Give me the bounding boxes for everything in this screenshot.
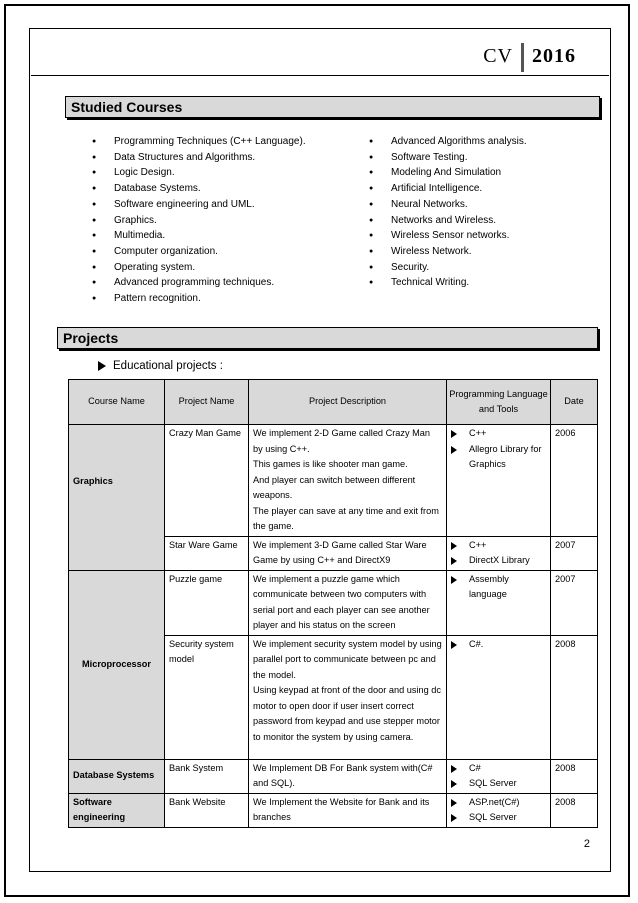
course-item: ● Artificial Intelligence. xyxy=(369,181,527,197)
course-item: ● Neural Networks. xyxy=(369,197,527,213)
header-project-name: Project Name xyxy=(165,380,249,425)
tool-label: C++ xyxy=(469,428,487,438)
course-item: ● Programming Techniques (C++ Language). xyxy=(92,134,306,150)
cell-date: 2006 xyxy=(551,425,598,537)
course-item: ● Wireless Network. xyxy=(369,244,527,260)
header-language-tools: Programming Language and Tools xyxy=(447,380,551,425)
tool-item xyxy=(451,776,546,792)
arrow-bullet-icon xyxy=(98,361,106,371)
tool-item xyxy=(451,761,546,777)
arrow-bullet-icon xyxy=(451,542,457,550)
cell-project-name: Bank Website xyxy=(165,793,249,827)
tool-label: Allegro Library for Graphics xyxy=(469,443,542,469)
educational-projects-label xyxy=(98,360,223,372)
header-course-name: Course Name xyxy=(69,380,165,425)
arrow-bullet-icon xyxy=(451,814,457,822)
tool-item xyxy=(451,572,546,603)
arrow-bullet-icon xyxy=(451,641,457,649)
tool-label: SQL Server xyxy=(469,778,517,788)
cell-date: 2008 xyxy=(551,793,598,827)
cell-course-name: Software engineering xyxy=(69,793,165,827)
cell-language-tools xyxy=(447,793,551,827)
table-row xyxy=(69,793,598,827)
cell-project-description: We Implement the Website for Bank and its branches xyxy=(249,793,447,827)
tool-label: C++ xyxy=(469,539,487,550)
tool-label: C# xyxy=(469,762,481,773)
studied-courses-heading: Studied Courses xyxy=(65,96,600,118)
tool-label: DirectX Library xyxy=(469,555,530,565)
table-row xyxy=(69,759,598,793)
course-item: ● Software Testing. xyxy=(369,150,527,166)
tool-item xyxy=(451,553,546,569)
tool-item xyxy=(451,795,546,811)
cell-language-tools xyxy=(447,635,551,759)
course-item: ● Database Systems. xyxy=(92,181,306,197)
course-item: ● Advanced Algorithms analysis. xyxy=(369,134,527,150)
tool-label: Assembly language xyxy=(469,573,509,599)
tool-item xyxy=(451,810,546,826)
arrow-bullet-icon xyxy=(451,430,457,438)
cell-project-description: We implement security system model by using parallel port to communicate between pc and the model. Using keypad at front of the door and using dc motor to open door if user insert correct password from keypad and use stepper motor to monitor the system by using camera. xyxy=(249,635,447,759)
tool-label: C#. xyxy=(469,638,484,649)
tool-item xyxy=(451,442,546,473)
course-item: ● Operating system. xyxy=(92,260,306,276)
course-item: ● Multimedia. xyxy=(92,228,306,244)
arrow-bullet-icon xyxy=(451,765,457,773)
course-item: ● Networks and Wireless. xyxy=(369,213,527,229)
cell-language-tools xyxy=(447,425,551,537)
cell-project-name: Star Ware Game xyxy=(165,536,249,570)
course-item: ● Wireless Sensor networks. xyxy=(369,228,527,244)
projects-heading: Projects xyxy=(57,327,598,349)
cell-course-name: Graphics xyxy=(69,425,165,571)
cell-course-name: Database Systems xyxy=(69,759,165,793)
cell-date: 2007 xyxy=(551,570,598,635)
tool-item xyxy=(451,426,546,442)
course-item: ● Logic Design. xyxy=(92,165,306,181)
header-divider xyxy=(31,75,609,76)
course-item: ● Advanced programming techniques. xyxy=(92,275,306,291)
courses-list-left xyxy=(92,134,306,307)
course-item: ● Computer organization. xyxy=(92,244,306,260)
course-item: ● Software engineering and UML. xyxy=(92,197,306,213)
tool-label: SQL Server xyxy=(469,812,517,822)
arrow-bullet-icon xyxy=(451,780,457,788)
cell-date: 2008 xyxy=(551,759,598,793)
course-item: ● Modeling And Simulation xyxy=(369,165,527,181)
table-row xyxy=(69,425,598,537)
tool-item xyxy=(451,538,546,554)
course-item: ● Data Structures and Algorithms. xyxy=(92,150,306,166)
educational-projects-text: Educational projects : xyxy=(113,360,223,372)
course-item: ● Pattern recognition. xyxy=(92,291,306,307)
cell-project-description: We implement a puzzle game which communicate between two computers with serial port and each player can see another player and his status on the screen xyxy=(249,570,447,635)
cell-project-name: Security system model xyxy=(165,635,249,759)
course-item: ● Graphics. xyxy=(92,213,306,229)
header-date: Date xyxy=(551,380,598,425)
table-header-row xyxy=(69,380,598,425)
course-item: ● Technical Writing. xyxy=(369,275,527,291)
arrow-bullet-icon xyxy=(451,576,457,584)
cv-header xyxy=(483,43,576,72)
cell-project-name: Bank System xyxy=(165,759,249,793)
projects-table xyxy=(68,379,598,828)
tool-item xyxy=(451,637,546,653)
arrow-bullet-icon xyxy=(451,557,457,565)
cell-date: 2008 xyxy=(551,635,598,759)
cell-language-tools xyxy=(447,570,551,635)
cell-project-name: Crazy Man Game xyxy=(165,425,249,537)
cell-language-tools xyxy=(447,536,551,570)
cell-language-tools xyxy=(447,759,551,793)
cv-label: CV xyxy=(483,45,513,67)
cell-date: 2007 xyxy=(551,536,598,570)
tool-label: ASP.net(C#) xyxy=(469,796,520,807)
cell-project-description: We implement 3-D Game called Star Ware Game by using C++ and DirectX9 xyxy=(249,536,447,570)
cv-year: 2016 xyxy=(521,43,576,72)
cell-project-description: We implement 2-D Game called Crazy Man by using C++. This games is like shooter man game. And player can switch between different weapons. The player can save at any time and exit from the game. xyxy=(249,425,447,537)
table-row xyxy=(69,570,598,635)
cell-project-name: Puzzle game xyxy=(165,570,249,635)
course-item: ● Security. xyxy=(369,260,527,276)
cell-course-name: Microprocessor xyxy=(69,570,165,759)
courses-list-right xyxy=(369,134,527,291)
header-project-description: Project Description xyxy=(249,380,447,425)
page-number: 2 xyxy=(583,838,590,850)
cell-project-description: We Implement DB For Bank system with(C# and SQL). xyxy=(249,759,447,793)
arrow-bullet-icon xyxy=(451,446,457,454)
arrow-bullet-icon xyxy=(451,799,457,807)
